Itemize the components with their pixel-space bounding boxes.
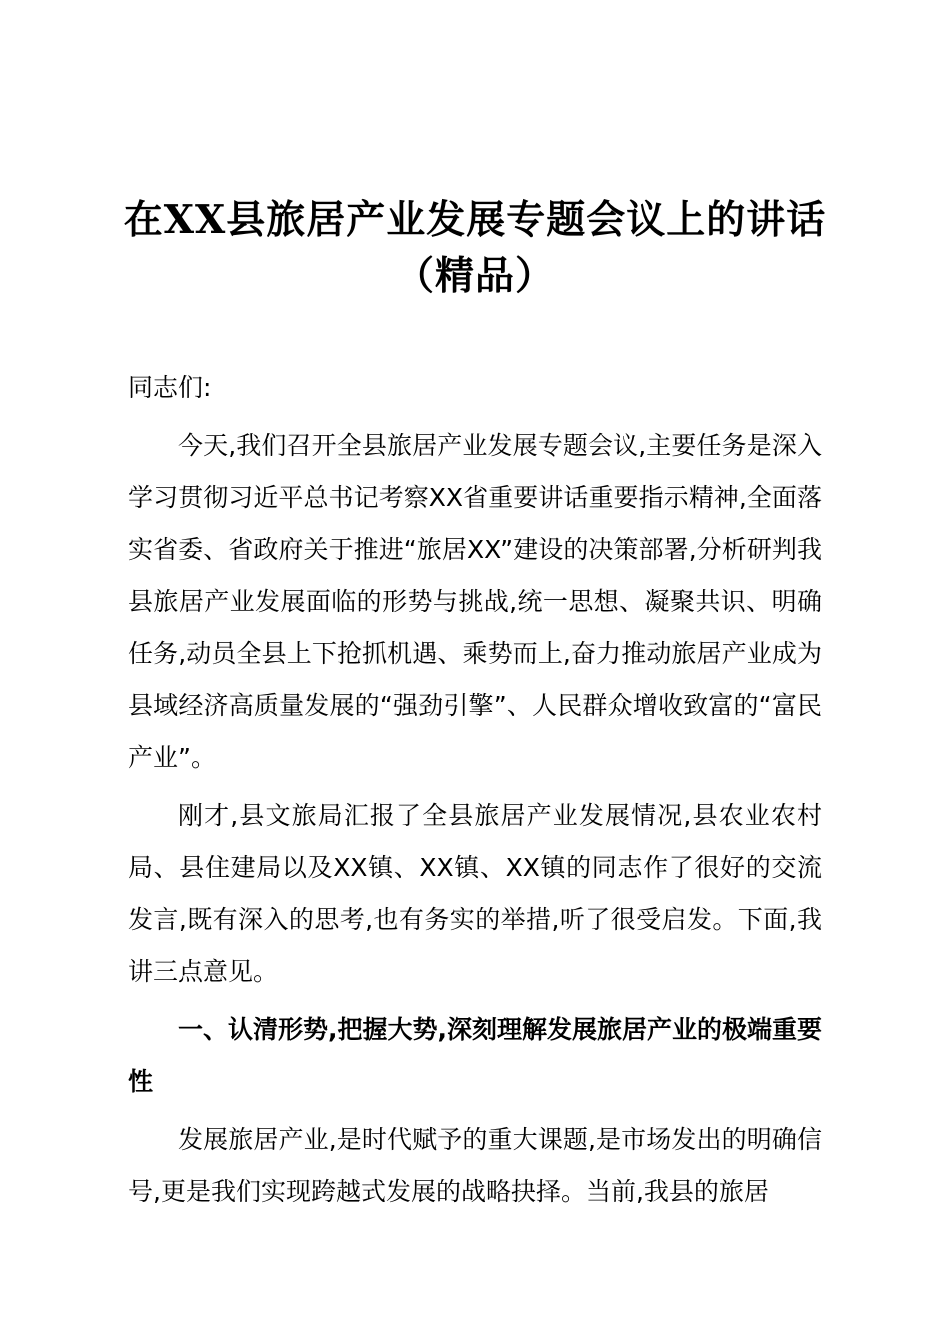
document-title: [100, 192, 850, 304]
title-line-2: （精品）: [394, 253, 555, 299]
document-body: [128, 362, 822, 1218]
paragraph-intro: 今天,我们召开全县旅居产业发展专题会议,主要任务是深入学习贯彻习近平总书记考察XX省重要讲话重要指示精神,全面落实省委、省政府关于推进“旅居XX”建设的决策部署,分析研判我县旅居产业发展面临的形势与挑战,统一思想、凝聚共识、明确任务,动员全县上下抢抓机遇、乘势而上,奋力推动旅居产业成为县域经济高质量发展的“强劲引擎”、人民群众增收致富的“富民产业”。: [128, 431, 822, 772]
section-heading-1: 一、认清形势,把握大势,深刻理解发展旅居产业的极端重要性: [128, 1015, 822, 1096]
paragraph-section-1: 发展旅居产业,是时代赋予的重大课题,是市场发出的明确信号,更是我们实现跨越式发展的战略抉择。当前,我县的旅居: [128, 1125, 822, 1206]
title-line-1: 在XX县旅居产业发展专题会议上的讲话: [123, 197, 827, 243]
paragraph-reports: 刚才,县文旅局汇报了全县旅居产业发展情况,县农业农村局、县住建局以及XX镇、XX镇、XX镇的同志作了很好的交流发言,既有深入的思考,也有务实的举措,听了很受启发。下面,我讲三点意见。: [128, 801, 822, 986]
salutation: 同志们:: [128, 373, 212, 402]
